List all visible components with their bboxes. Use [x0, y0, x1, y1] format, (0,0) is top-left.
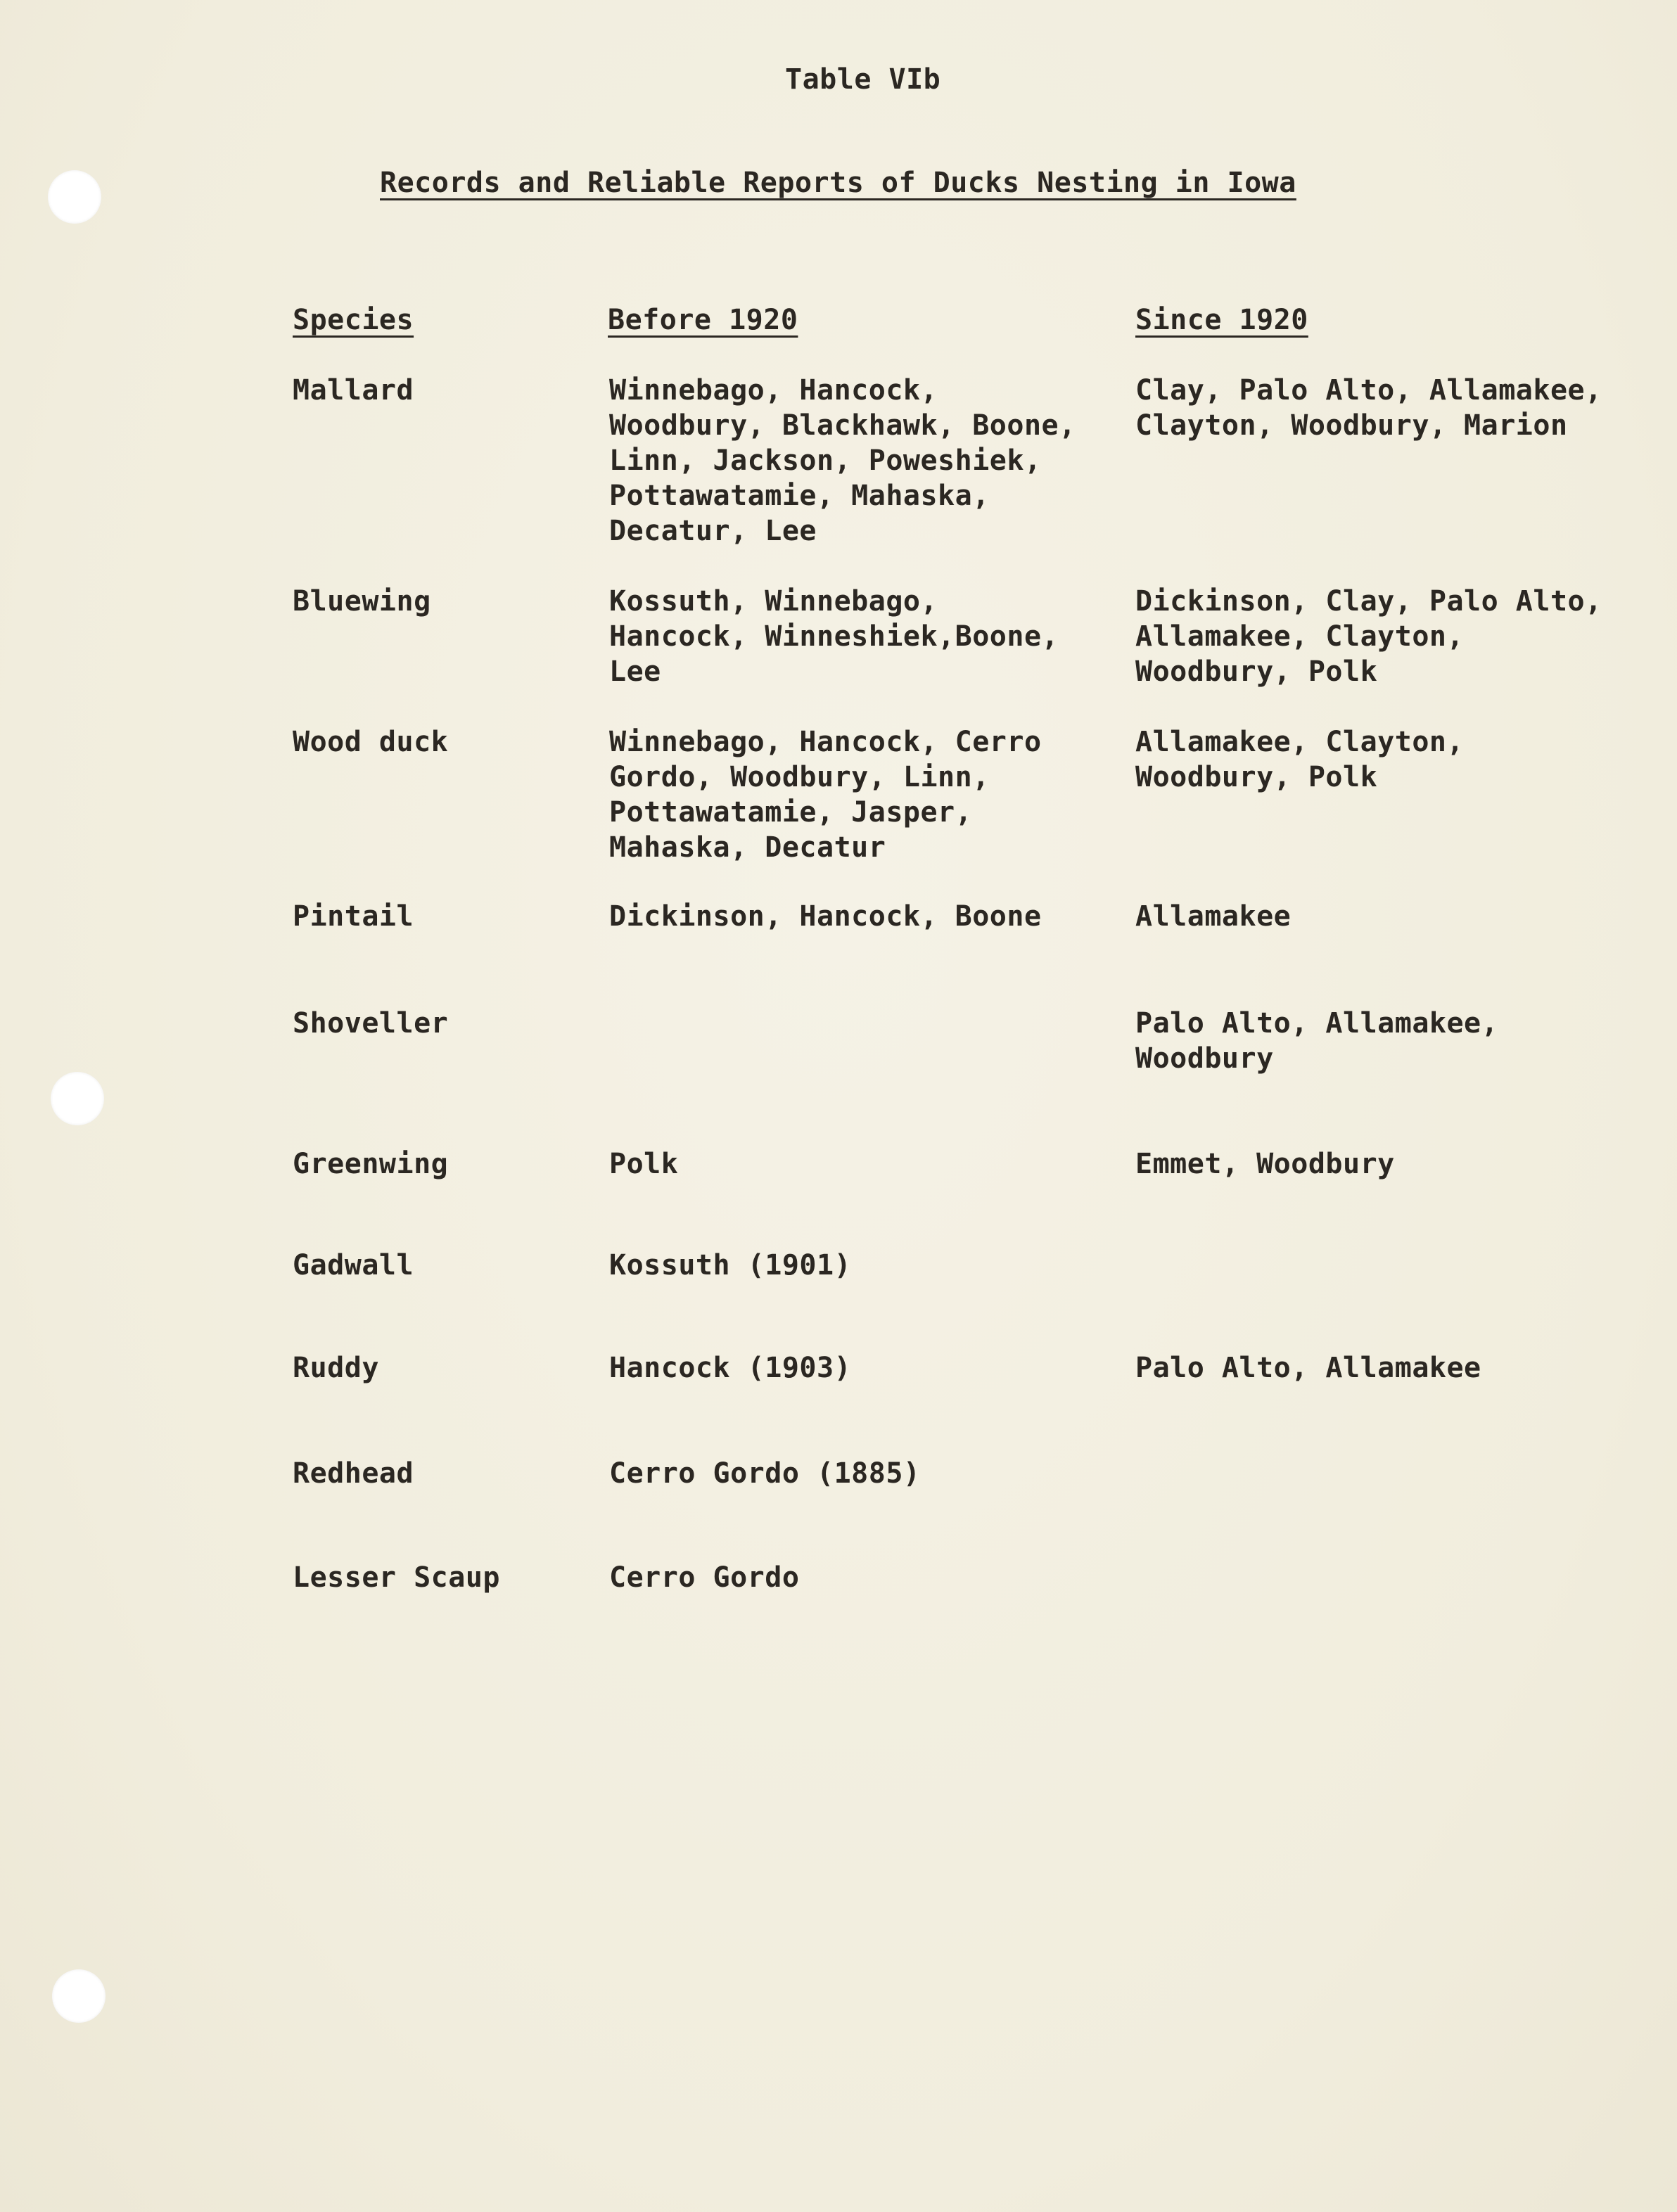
species-cell: Mallard	[293, 374, 414, 407]
since-1920-cell: Emmet, Woodbury	[1135, 1148, 1395, 1180]
since-1920-cell: Allamakee, Clayton, Woodbury, Polk	[1135, 726, 1465, 793]
before-1920-cell: Winnebago, Hancock, Woodbury, Blackhawk, Boone, Linn, Jackson, Poweshiek, Pottawatamie, Mahaska, Decatur, Lee	[609, 374, 1076, 547]
column-header-since-1920: Since 1920	[1135, 304, 1308, 336]
before-1920-cell: Kossuth, Winnebago, Hancock, Winneshiek,Boone, Lee	[609, 585, 1059, 688]
species-cell: Pintail	[293, 900, 414, 933]
column-header-before-1920: Before 1920	[608, 304, 798, 336]
table-label: Table VIb	[785, 63, 941, 96]
punch-hole-bottom	[52, 1969, 106, 2023]
species-cell: Redhead	[293, 1457, 414, 1490]
page-title: Records and Reliable Reports of Ducks Nesting in Iowa	[380, 167, 1296, 199]
before-1920-cell: Polk	[609, 1148, 679, 1180]
before-1920-cell: Cerro Gordo (1885)	[609, 1457, 921, 1490]
since-1920-cell: Palo Alto, Allamakee	[1135, 1352, 1481, 1384]
since-1920-cell: Clay, Palo Alto, Allamakee, Clayton, Woodbury, Marion	[1135, 374, 1602, 442]
species-cell: Bluewing	[293, 585, 431, 618]
punch-hole-top	[48, 170, 101, 224]
species-cell: Wood duck	[293, 726, 449, 758]
species-cell: Ruddy	[293, 1352, 379, 1384]
before-1920-cell: Cerro Gordo	[609, 1561, 800, 1594]
before-1920-cell: Hancock (1903)	[609, 1352, 852, 1384]
since-1920-cell: Palo Alto, Allamakee, Woodbury	[1135, 1007, 1499, 1075]
since-1920-cell: Allamakee	[1135, 900, 1292, 933]
before-1920-cell: Kossuth (1901)	[609, 1249, 852, 1281]
species-cell: Gadwall	[293, 1249, 414, 1281]
before-1920-cell: Dickinson, Hancock, Boone	[609, 900, 1042, 933]
column-header-species: Species	[293, 304, 414, 336]
species-cell: Shoveller	[293, 1007, 449, 1040]
species-cell: Greenwing	[293, 1148, 449, 1180]
species-cell: Lesser Scaup	[293, 1561, 500, 1594]
since-1920-cell: Dickinson, Clay, Palo Alto, Allamakee, Clayton, Woodbury, Polk	[1135, 585, 1602, 688]
punch-hole-middle	[51, 1072, 104, 1125]
before-1920-cell: Winnebago, Hancock, Cerro Gordo, Woodbury, Linn, Pottawatamie, Jasper, Mahaska, Decatur	[609, 726, 1042, 864]
